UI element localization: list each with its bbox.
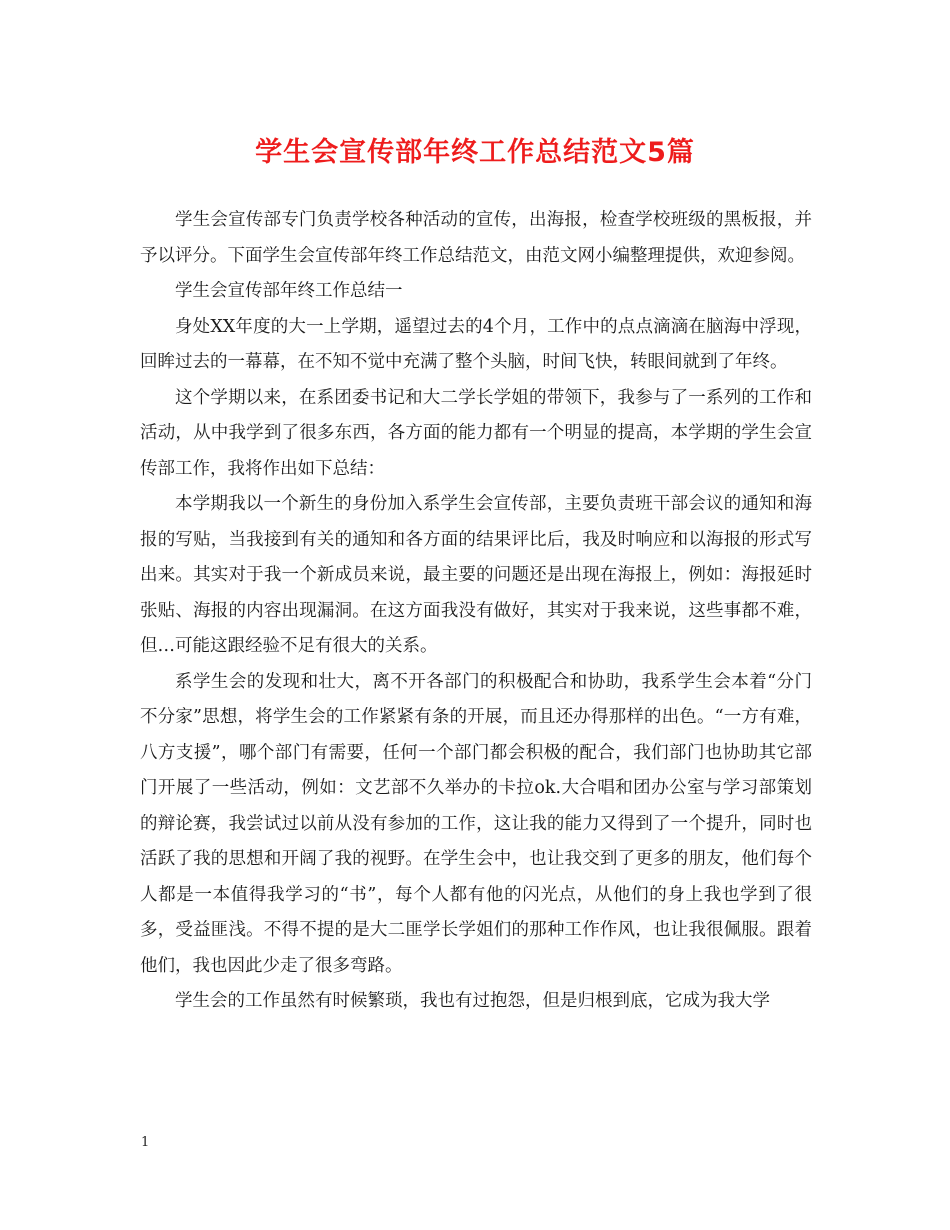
paragraph: 身处XX年度的大一上学期，遥望过去的4个月，工作中的点点滴滴在脑海中浮现，回眸过去的一幕幕，在不知不觉中充满了整个头脑，时间飞快，转眼间就到了年终。: [140, 316, 812, 372]
paragraph-intro: 学生会宣传部专门负责学校各种活动的宣传，出海报，检查学校班级的黑板报，并予以评分。下面学生会宣传部年终工作总结范文，由范文网小编整理提供，欢迎参阅。: [140, 210, 812, 266]
paragraph: 这个学期以来，在系团委书记和大二学长学姐的带领下，我参与了一系列的工作和活动，从中我学到了很多东西，各方面的能力都有一个明显的提高，本学期的学生会宣传部工作，我将作出如下总结：: [140, 387, 812, 479]
paragraph: 学生会的工作虽然有时候繁琐，我也有过抱怨，但是归根到底，它成为我大学: [175, 991, 770, 1011]
paragraph: 本学期我以一个新生的身份加入系学生会宣传部，主要负责班干部会议的通知和海报的写贴，当我接到有关的通知和各方面的结果评比后，我及时响应和以海报的形式写出来。其实对于我一个新成员来说，最主要的问题还是出现在海报上，例如：海报延时张贴、海报的内容出现漏洞。在这方面我没有做好，其实对于我来说，这些事都不难，但…可能这跟经验不足有很大的关系。: [140, 494, 812, 656]
document-body: [140, 203, 812, 1020]
document-title: 学生会宣传部年终工作总结范文5篇: [255, 137, 695, 168]
page-number: 1: [141, 1135, 150, 1150]
paragraph: 系学生会的发现和壮大，离不开各部门的积极配合和协助，我系学生会本着“分门不分家”思想，将学生会的工作紧紧有条的开展，而且还办得那样的出色。“一方有难，八方支援”，哪个部门有需要，任何一个部门都会积极的配合，我们部门也协助其它部门开展了一些活动，例如：文艺部不久举办的卡拉ok.大合唱和团办公室与学习部策划的辩论赛，我尝试过以前从没有参加的工作，这让我的能力又得到了一个提升，同时也活跃了我的思想和开阔了我的视野。在学生会中，也让我交到了更多的朋友，他们每个人都是一本值得我学习的“书”，每个人都有他的闪光点，从他们的身上我也学到了很多，受益匪浅。不得不提的是大二匪学长学姐们的那种工作作风，也让我很佩服。跟着他们，我也因此少走了很多弯路。: [140, 671, 812, 976]
section-heading: 学生会宣传部年终工作总结一: [175, 281, 403, 301]
